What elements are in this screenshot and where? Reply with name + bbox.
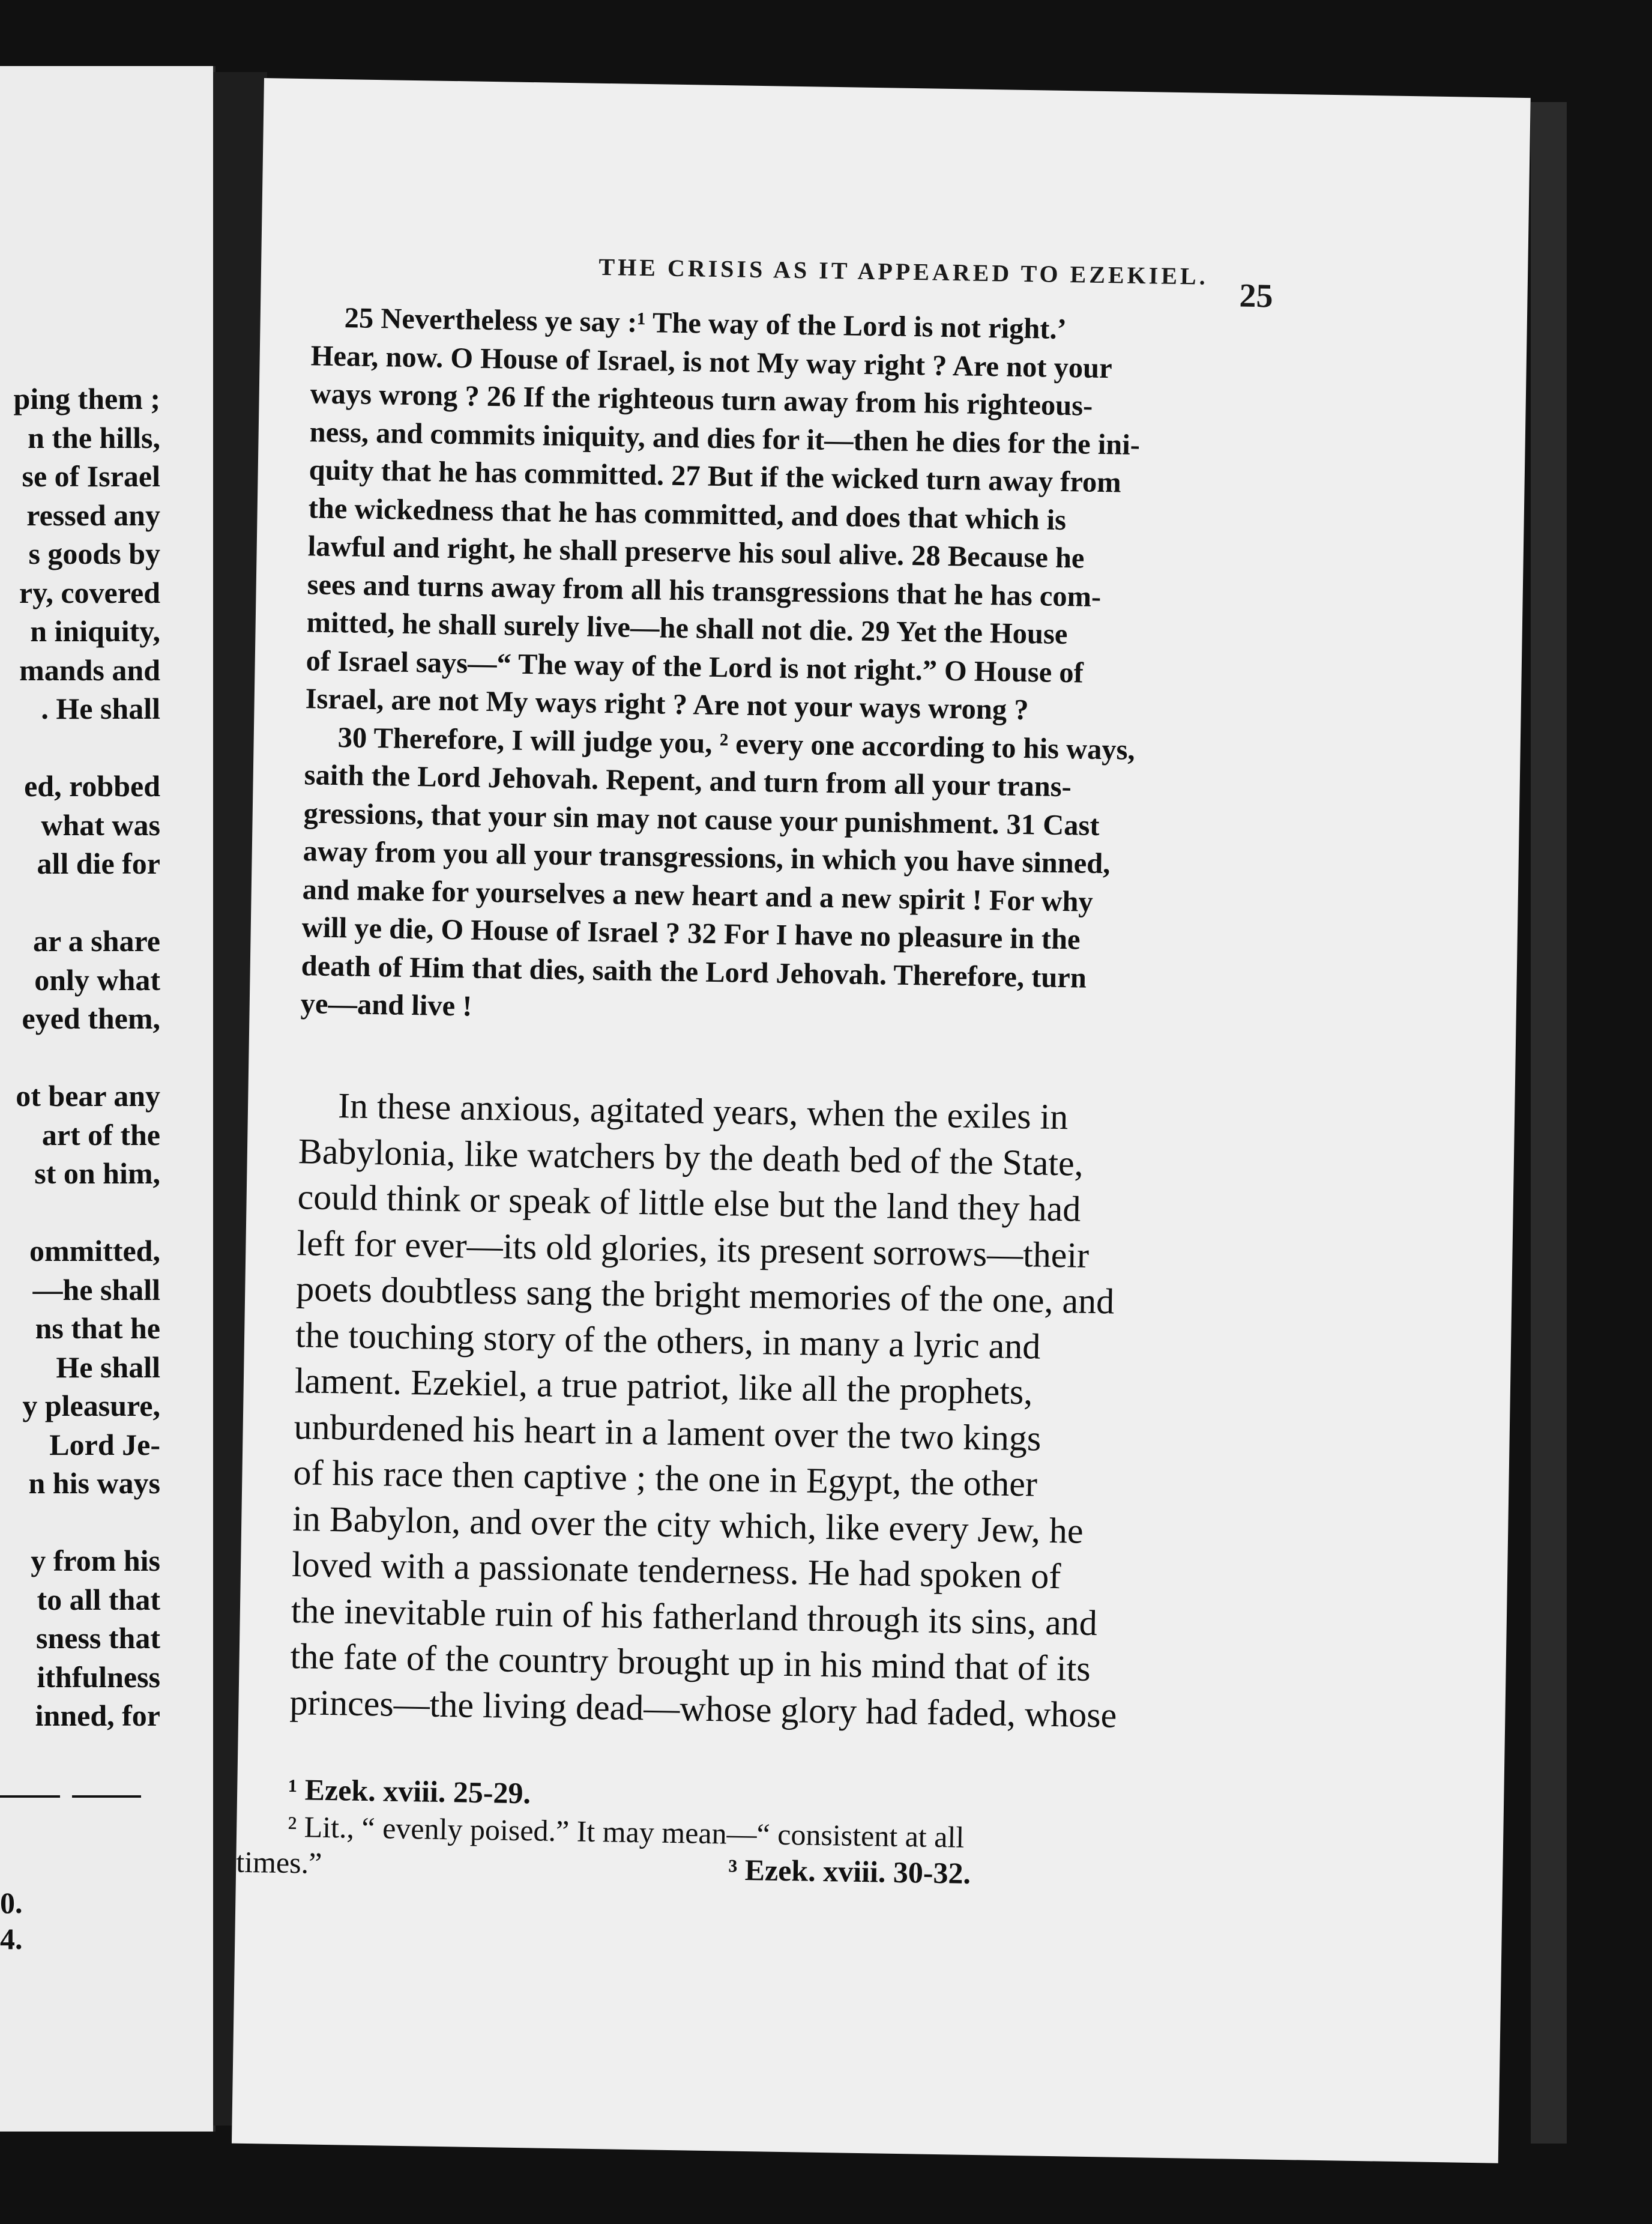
verse-line: ness, and commits iniquity, and dies for it—then he dies for the ini- — [309, 415, 1141, 461]
paragraph-line: could think or speak of little else but the land they had — [297, 1177, 1081, 1229]
verse-line: sees and turns away from all his transgressions that he has com- — [307, 568, 1102, 613]
left-page-line: all die for — [37, 847, 160, 880]
footnote-3: ³ Ezek. xviii. 30-32. — [728, 1852, 971, 1890]
verse-line: 25 Nevertheless ye say :¹ The way of the Lord is not right.’ — [344, 302, 1067, 346]
left-page-rule — [0, 1795, 60, 1798]
verse-line: gressions, that your sin may not cause your punishment. 31 Cast — [303, 797, 1100, 842]
paragraph-line: princes—the living dead—whose glory had faded, whose — [289, 1682, 1117, 1735]
left-page-line: to all that — [37, 1582, 160, 1616]
verse-line: Israel, are not My ways right ? Are not your ways wrong ? — [305, 683, 1029, 727]
left-page-line: ns that he — [35, 1311, 160, 1345]
verse-line: death of Him that dies, saith the Lord Jehovah. Therefore, turn — [301, 949, 1087, 994]
left-page-line: art of the — [41, 1117, 160, 1152]
paragraph-line: of his race then captive ; the one in Egypt, the other — [293, 1452, 1038, 1504]
left-page-rule — [72, 1795, 141, 1798]
left-page-line: mands and — [19, 653, 160, 687]
left-page-line: y from his — [31, 1544, 160, 1577]
verse-line: Hear, now. O House of Israel, is not My way right ? Are not your — [310, 339, 1113, 384]
paragraph-line: poets doubtless sang the bright memories of the one, and — [295, 1269, 1115, 1322]
footnote-2: ² Lit., “ evenly poised.” It may mean—“ consistent at all — [287, 1809, 965, 1854]
paragraph-line: the inevitable ruin of his fatherland through its sins, and — [291, 1590, 1098, 1643]
left-page-bottom-line: 4. — [0, 1922, 23, 1956]
footnote-2-continued: times.” — [235, 1845, 322, 1880]
paragraph-line: lament. Ezekiel, a true patriot, like all the prophets, — [294, 1361, 1033, 1412]
verse-line: ways wrong ? 26 If the righteous turn away from his righteous- — [310, 378, 1093, 422]
verse-line: saith the Lord Jehovah. Repent, and turn from all your trans- — [304, 759, 1072, 803]
left-page-line: ommitted, — [29, 1234, 160, 1268]
paragraph-line: Babylonia, like watchers by the death bed of the State, — [298, 1131, 1084, 1183]
left-page-line: only what — [34, 962, 160, 997]
verse-line: quity that he has committed. 27 But if the wicked turn away from — [309, 454, 1122, 499]
verse-line: ye—and live ! — [300, 988, 472, 1023]
left-page-line: what was — [41, 808, 160, 842]
verse-line: away from you all your transgressions, in which you have sinned, — [303, 835, 1111, 880]
verse-line: and make for yourselves a new heart and a new spirit ! For why — [302, 873, 1094, 918]
left-page — [0, 66, 216, 2132]
left-page-line: ot bear any — [16, 1079, 160, 1113]
paragraph-line: loved with a passionate tenderness. He had spoken of — [291, 1544, 1061, 1597]
page-edge — [1531, 102, 1567, 2144]
left-page-line: s goods by — [28, 537, 160, 570]
left-page-line: ar a share — [32, 924, 160, 958]
verse-line: mitted, he shall surely live—he shall not die. 29 Yet the House — [306, 606, 1068, 651]
paragraph-line: the fate of the country brought up in his mind that of its — [290, 1636, 1091, 1688]
verse-line: lawful and right, he shall preserve his soul alive. 28 Because he — [307, 530, 1085, 575]
left-page-line: Lord Je- — [49, 1427, 160, 1461]
left-page-line: n his ways — [28, 1466, 160, 1500]
paragraph-line: the touching story of the others, in many a lyric and — [295, 1314, 1041, 1367]
verse-line: of Israel says—“ The way of the Lord is not right.” O House of — [306, 644, 1084, 689]
left-page-line: ressed any — [26, 498, 160, 532]
left-page-line: n the hills, — [28, 420, 160, 455]
right-page — [232, 78, 1531, 2163]
paragraph-line: in Babylon, and over the city which, like every Jew, he — [292, 1498, 1084, 1551]
left-page-line: —he shall — [32, 1272, 160, 1307]
paragraph-line: left for ever—its old glories, its present sorrows—their — [297, 1222, 1090, 1275]
left-page-line: eyed them, — [22, 1002, 160, 1035]
left-page-line: ping them ; — [13, 382, 160, 415]
left-page-line: inned, for — [35, 1699, 160, 1732]
left-page-line: ithfulness — [37, 1660, 160, 1694]
left-page-line: . He shall — [41, 692, 160, 725]
left-page-line: se of Israel — [22, 459, 160, 493]
left-page-line: sness that — [36, 1621, 160, 1655]
verse-line: the wickedness that he has committed, and does that which is — [308, 492, 1067, 536]
left-page-bottom-line: 0. — [0, 1886, 23, 1920]
left-page-line: n iniquity, — [30, 614, 160, 648]
verse-line: 30 Therefore, I will judge you, ² every one according to his ways, — [337, 721, 1136, 766]
footnote-1: ¹ Ezek. xviii. 25-29. — [288, 1772, 531, 1810]
left-page-line: y pleasure, — [22, 1389, 160, 1422]
paragraph-line: In these anxious, agitated years, when the exiles in — [337, 1086, 1069, 1137]
verse-line: will ye die, O House of Israel ? 32 For I have no pleasure in the — [301, 911, 1081, 956]
left-page-line: st on him, — [34, 1156, 160, 1190]
left-page-line: ry, covered — [19, 575, 160, 609]
left-page-line: He shall — [56, 1350, 160, 1384]
page-number: 25 — [1239, 277, 1273, 315]
left-page-line: ed, robbed — [24, 769, 160, 803]
running-title: THE CRISIS AS IT APPEARED TO EZEKIEL. — [598, 253, 1209, 290]
paragraph-line: unburdened his heart in a lament over the two kings — [294, 1406, 1042, 1458]
